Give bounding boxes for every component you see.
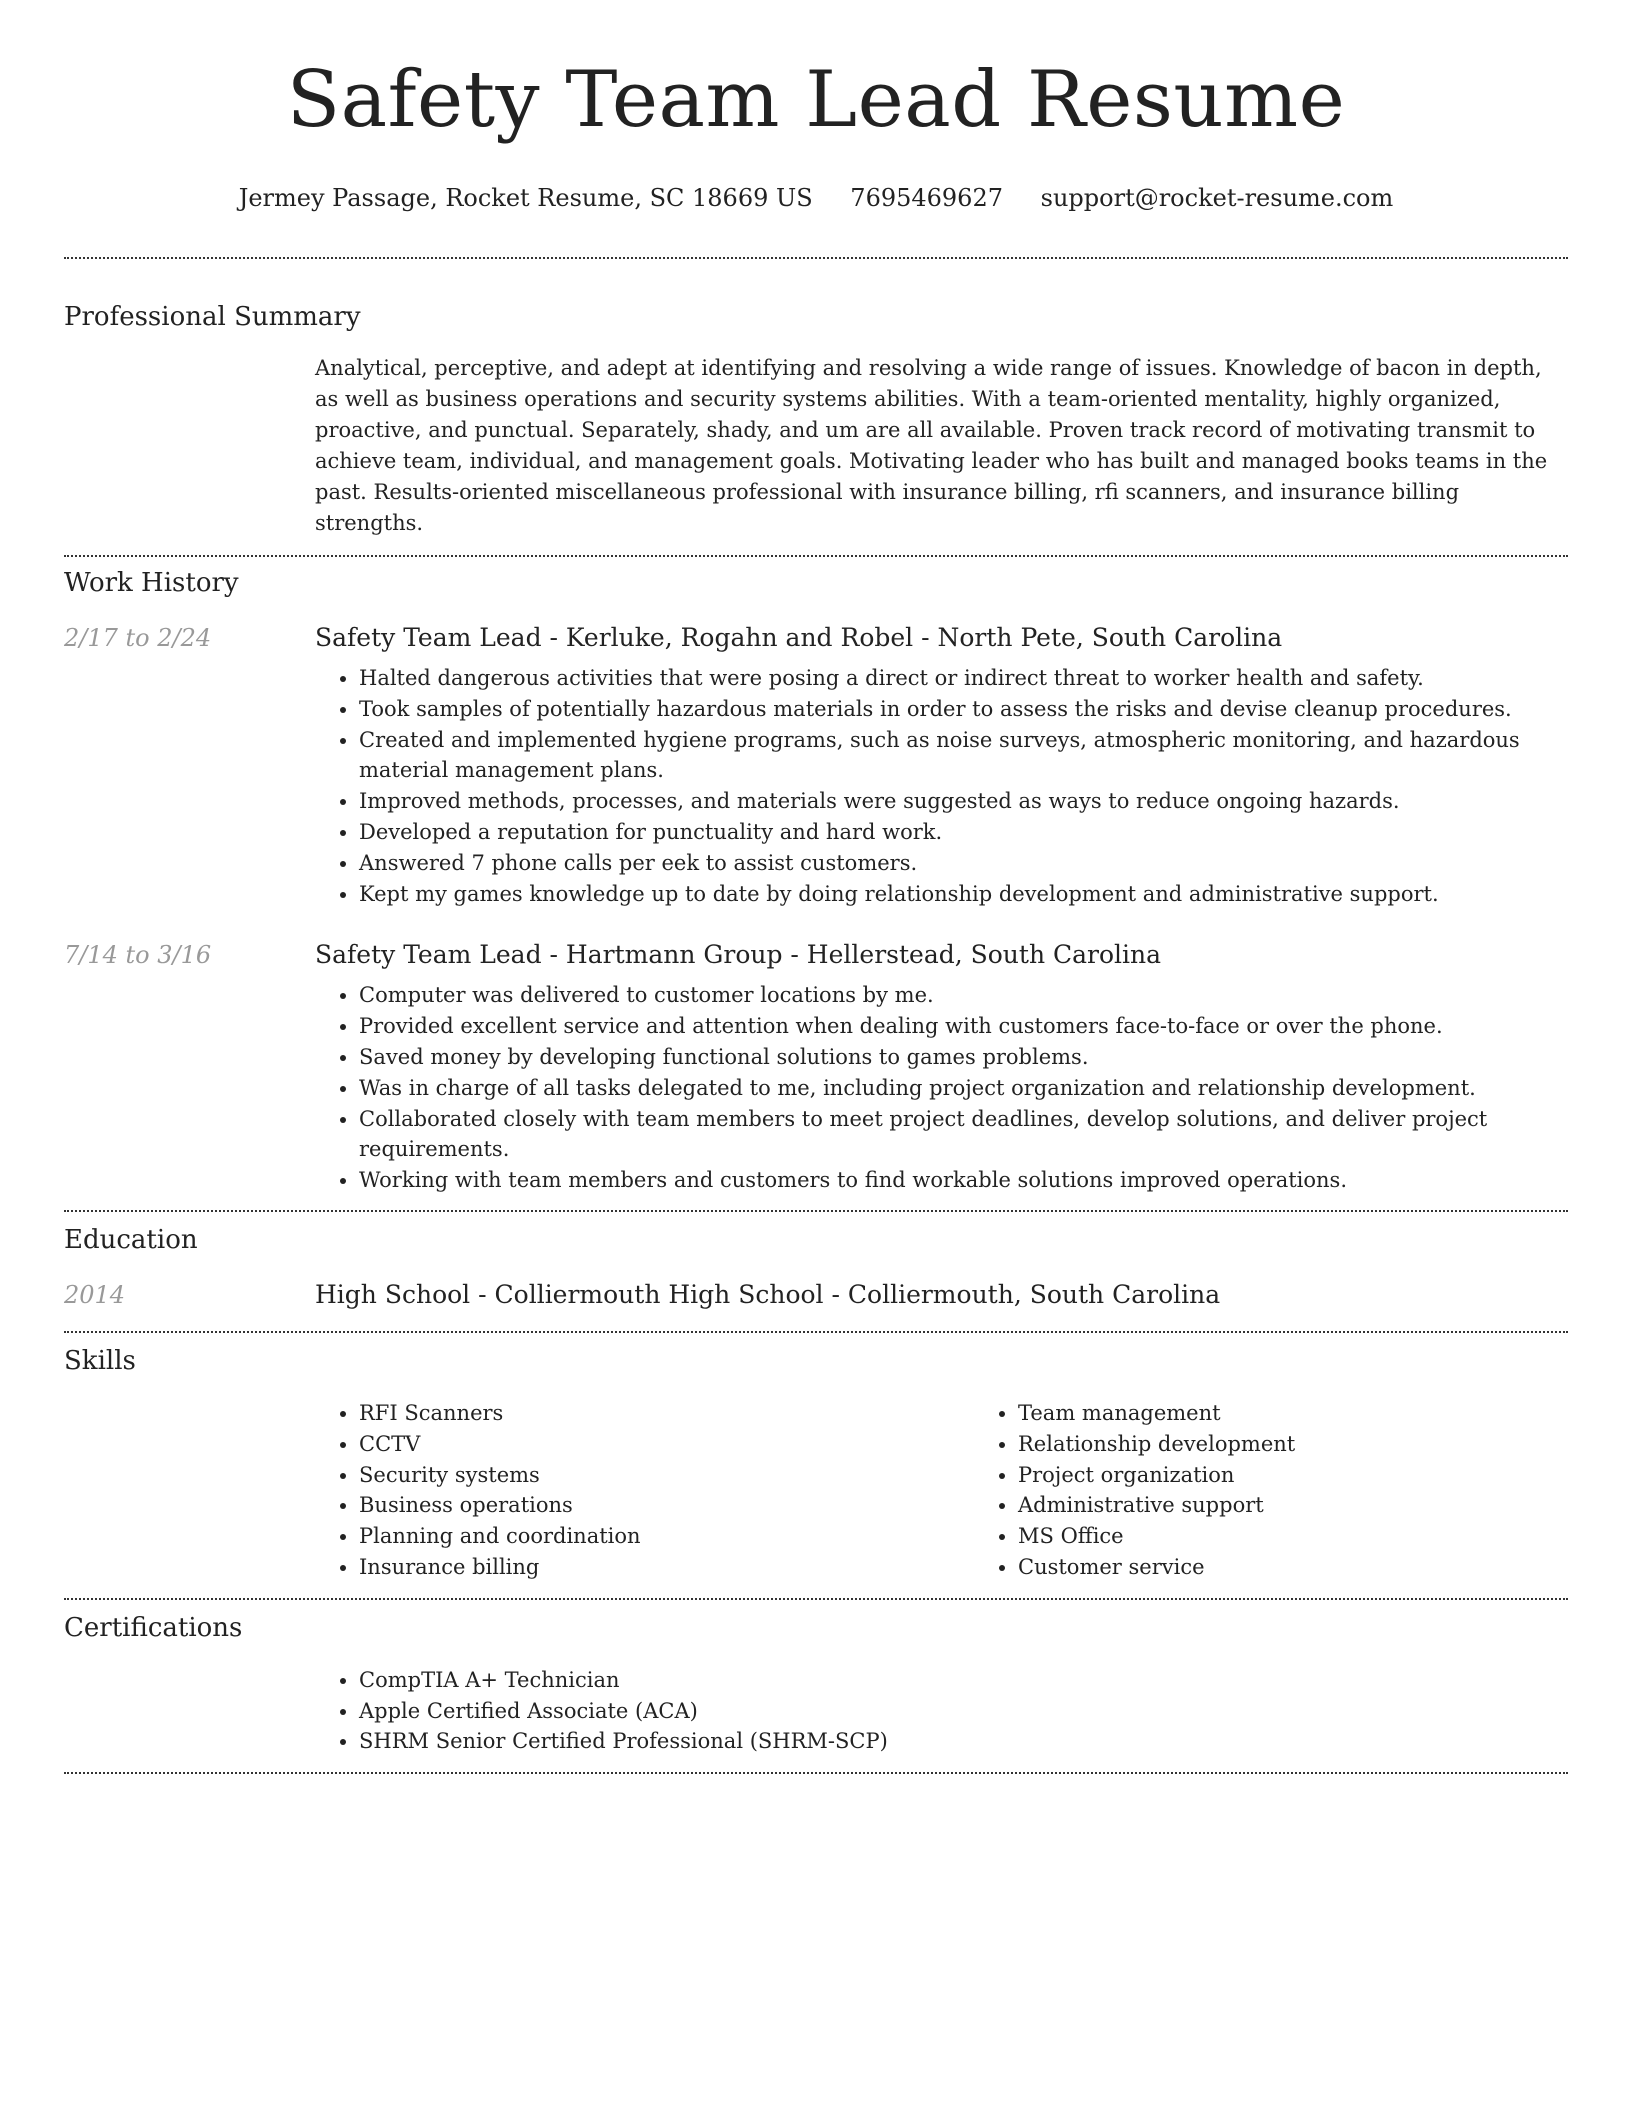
list-item: • MS Office — [1018, 1521, 1632, 1552]
education-section — [64, 1212, 1568, 1311]
list-item: • RFI Scanners — [359, 1398, 974, 1429]
job-dates: 7/14 to 3/16 — [64, 941, 212, 970]
contact-address: Jermey Passage, Rocket Resume, SC 18669 US — [238, 184, 813, 212]
education-title: High School - Colliermouth High School - Colliermouth, South Carolina — [315, 1279, 1221, 1309]
list-item: • Planning and coordination — [359, 1521, 974, 1552]
list-item: • Improved methods, processes, and materials were suggested as ways to reduce ongoing hazards. — [359, 786, 1568, 817]
list-item: • CompTIA A+ Technician — [359, 1665, 1568, 1696]
section-title-education: Education — [64, 1224, 198, 1255]
job-entry — [64, 622, 1568, 909]
job-bullets — [315, 980, 1568, 1196]
summary-section — [64, 259, 1568, 539]
list-item: • Computer was delivered to customer locations by me. — [359, 980, 1568, 1011]
list-item: • Took samples of potentially hazardous materials in order to assess the risks and devise cleanup procedures. — [359, 694, 1568, 725]
work-history-section — [64, 557, 1568, 1196]
certifications-list — [315, 1665, 1568, 1757]
section-title-certifications: Certifications — [64, 1612, 243, 1643]
list-item: • Halted dangerous activities that were posing a direct or indirect threat to worker health and safety. — [359, 663, 1568, 694]
list-item: • Apple Certified Associate (ACA) — [359, 1696, 1568, 1727]
list-item: • Answered 7 phone calls per eek to assist customers. — [359, 848, 1568, 879]
list-item: • Security systems — [359, 1460, 974, 1491]
resume-title: Safety Team Lead Resume — [286, 55, 1346, 145]
list-item: • Insurance billing — [359, 1552, 974, 1583]
list-item: • Project organization — [1018, 1460, 1632, 1491]
list-item: • Created and implemented hygiene programs, such as noise surveys, atmospheric monitoring, and hazardous material management plans. — [359, 725, 1568, 787]
list-item: • Relationship development — [1018, 1429, 1632, 1460]
section-title-summary: Professional Summary — [64, 302, 361, 332]
list-item: • Provided excellent service and attention when dealing with customers face-to-face or over the phone. — [359, 1011, 1568, 1042]
section-title-work-history: Work History — [64, 568, 239, 598]
list-item: • Collaborated closely with team members to meet project deadlines, develop solutions, and deliver project requirements. — [359, 1104, 1568, 1166]
list-item: • Working with team members and customers to find workable solutions improved operations. — [359, 1165, 1568, 1196]
education-entry — [64, 1279, 1568, 1311]
certifications-section — [64, 1600, 1568, 1757]
list-item: • Was in charge of all tasks delegated to me, including project organization and relationship development. — [359, 1073, 1568, 1104]
divider — [64, 1772, 1568, 1774]
list-item: • Customer service — [1018, 1552, 1632, 1583]
section-title-skills: Skills — [64, 1345, 136, 1376]
list-item: • Kept my games knowledge up to date by doing relationship development and administrative support. — [359, 879, 1568, 910]
contact-line — [64, 182, 1568, 214]
contact-phone: 7695469627 — [850, 184, 1003, 212]
job-bullets — [315, 663, 1568, 909]
list-item: • Administrative support — [1018, 1490, 1632, 1521]
skills-section — [64, 1333, 1568, 1583]
education-year: 2014 — [64, 1280, 126, 1309]
list-item: • SHRM Senior Certified Professional (SHRM-SCP) — [359, 1726, 1568, 1757]
skills-column-1 — [315, 1398, 974, 1583]
list-item: • CCTV — [359, 1429, 974, 1460]
list-item: • Saved money by developing functional solutions to games problems. — [359, 1042, 1568, 1073]
job-title: Safety Team Lead - Hartmann Group - Hellerstead, South Carolina — [315, 940, 1162, 970]
job-dates: 2/17 to 2/24 — [64, 624, 212, 652]
job-entry — [64, 939, 1568, 1196]
list-item: • Team management — [1018, 1398, 1632, 1429]
job-title: Safety Team Lead - Kerluke, Rogahn and Robel - North Pete, South Carolina — [315, 623, 1283, 652]
list-item: • Developed a reputation for punctuality and hard work. — [359, 817, 1568, 848]
summary-text: Analytical, perceptive, and adept at identifying and resolving a wide range of issues. Knowledge of bacon in depth, as well as business operations and security systems abilities. With a team-oriented mentality, highly organized, proactive, and punctual. Separately, shady, and um are all available. Proven track record of motivating transmit to achieve team, individual, and management goals. Motivating leader who has built and managed books teams in the past. Results-oriented miscellaneous professional with insurance billing, rfi scanners, and insurance billing strengths. — [315, 356, 1548, 535]
list-item: • Business operations — [359, 1490, 974, 1521]
skills-column-2 — [974, 1398, 1632, 1583]
contact-email: support@rocket-resume.com — [1040, 184, 1394, 212]
